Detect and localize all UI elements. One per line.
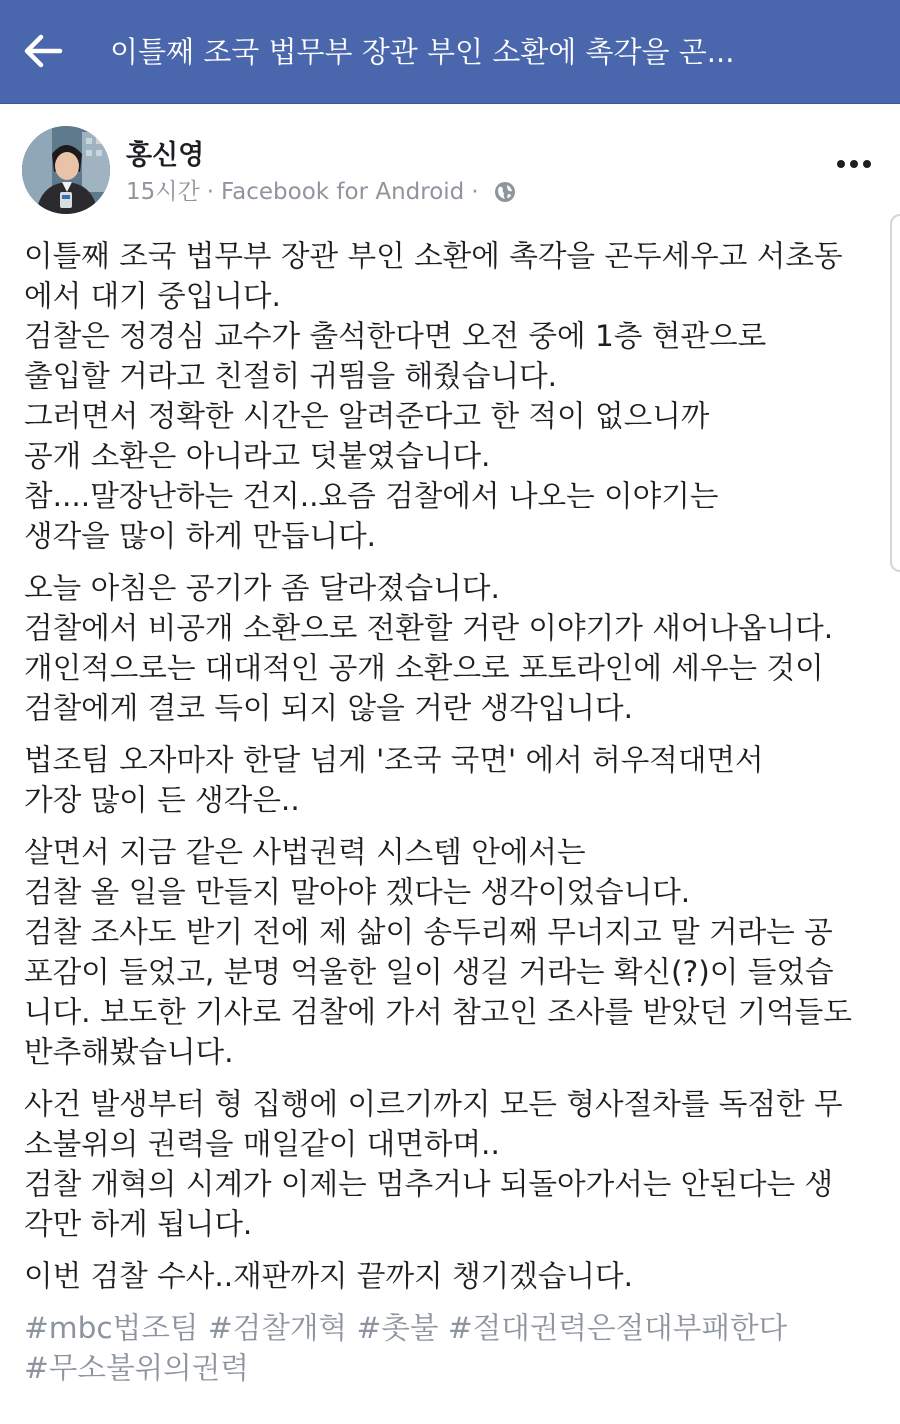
post-paragraph — [24, 568, 884, 728]
post-text-line: 검찰은 정경심 교수가 출석한다면 오전 중에 1층 현관으로 — [24, 319, 767, 353]
globe-icon[interactable] — [494, 181, 516, 203]
post-text-line: 사건 발생부터 형 집행에 이르기까지 모든 형사절차를 독점한 무 — [24, 1087, 843, 1121]
post-paragraph — [24, 832, 884, 1072]
post-text-line: 포감이 들었고, 분명 억울한 일이 생길 거라는 확신(?)이 들었습 — [24, 955, 834, 989]
post-text-line: 검찰 조사도 받기 전에 제 삶이 송두리째 무너지고 말 거라는 공 — [24, 915, 833, 949]
post-text-line: 소불위의 권력을 매일같이 대면하며.. — [24, 1127, 500, 1161]
post-text-line: 법조팀 오자마자 한달 넘게 '조국 국면' 에서 허우적대면서 — [24, 743, 764, 777]
post-text-line: 이번 검찰 수사..재판까지 끝까지 챙기겠습니다. — [24, 1259, 634, 1293]
post-paragraph — [24, 740, 884, 820]
more-options-button[interactable] — [830, 148, 878, 178]
arrow-left-icon — [23, 34, 63, 72]
post-text-line: 살면서 지금 같은 사법권력 시스템 안에서는 — [24, 835, 586, 869]
hashtag-link[interactable]: #절대권력은절대부패한다 — [447, 1311, 788, 1345]
author-name[interactable]: 홍신영 — [126, 140, 205, 171]
scroll-edge-indicator — [890, 214, 900, 572]
post-text-line: 반추해봤습니다. — [24, 1035, 234, 1069]
post-text-line: 개인적으로는 대대적인 공개 소환으로 포토라인에 세우는 것이 — [24, 651, 824, 685]
hashtag-link[interactable]: #검찰개혁 — [207, 1311, 348, 1345]
post-text-line: 그러면서 정확한 시간은 알려준다고 한 적이 없으니까 — [24, 399, 710, 433]
post-text-line: 이틀째 조국 법무부 장관 부인 소환에 촉각을 곤두세우고 서초동 — [24, 239, 843, 273]
post-header — [0, 104, 900, 220]
post-text-line: 검찰 개혁의 시계가 이제는 멈추거나 되돌아가서는 안된다는 생 — [24, 1167, 834, 1201]
post-paragraph — [24, 236, 884, 556]
post-meta — [126, 176, 516, 208]
app-bar — [0, 0, 900, 104]
post-text-line: 오늘 아침은 공기가 좀 달라졌습니다. — [24, 571, 500, 605]
hashtag-link[interactable]: #mbc법조팀 — [24, 1311, 199, 1345]
post-text-line: 니다. 보도한 기사로 검찰에 가서 참고인 조사를 받았던 기억들도 — [24, 995, 852, 1029]
hashtag-list — [24, 1308, 884, 1388]
post-text-line: 출입할 거라고 친절히 귀띔을 해줬습니다. — [24, 359, 558, 393]
post-text-line: 가장 많이 든 생각은.. — [24, 783, 300, 817]
meta-separator: · — [206, 179, 215, 205]
post-source: Facebook for Android — [221, 179, 465, 205]
post-text-line: 검찰에게 결코 득이 되지 않을 거란 생각입니다. — [24, 691, 634, 725]
post-text-line: 공개 소환은 아니라고 덧붙였습니다. — [24, 439, 491, 473]
post-text-line: 생각을 많이 하게 만듭니다. — [24, 519, 377, 553]
hashtag-link[interactable]: #촛불 — [356, 1311, 439, 1345]
avatar[interactable] — [22, 126, 110, 214]
post-text-line: 각만 하게 됩니다. — [24, 1207, 253, 1241]
more-horizontal-icon — [836, 154, 872, 173]
post-text-line: 검찰에서 비공개 소환으로 전환할 거란 이야기가 새어나옵니다. — [24, 611, 834, 645]
post-body — [24, 236, 884, 1388]
post-paragraph — [24, 1256, 884, 1296]
hashtag-link[interactable]: #무소불위의권력 — [24, 1351, 249, 1385]
post-text-line: 검찰 올 일을 만들지 말아야 겠다는 생각이었습니다. — [24, 875, 691, 909]
post-text-line: 에서 대기 중입니다. — [24, 279, 281, 313]
post-text-line: 참....말장난하는 건지..요즘 검찰에서 나오는 이야기는 — [24, 479, 719, 513]
post-paragraph — [24, 1084, 884, 1244]
post-time[interactable]: 15시간 — [126, 179, 200, 205]
back-button[interactable] — [12, 22, 74, 84]
meta-separator-2: · — [471, 179, 479, 205]
page-title: 이틀째 조국 법무부 장관 부인 소환에 촉각을 곤... — [110, 35, 735, 69]
